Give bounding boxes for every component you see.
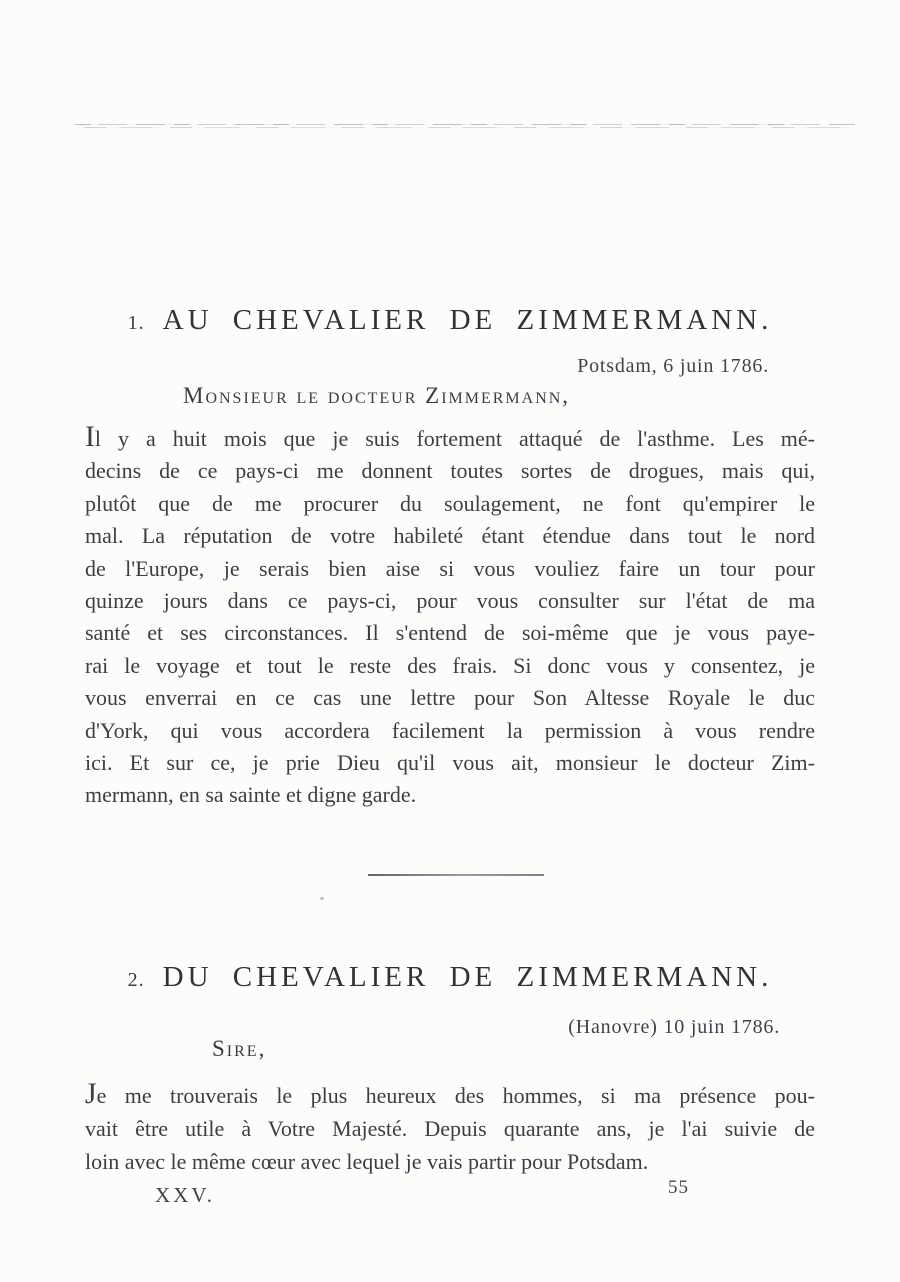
body-line: Il y a huit mois que je suis fortement attaqué de l'asthme. Les mé- (85, 421, 815, 453)
letter-2-salutation: Sire, (212, 1036, 267, 1061)
letter-2-dateline: (Hanovre) 10 juin 1786. (568, 1016, 780, 1038)
letter-2-body (85, 1079, 815, 1178)
body-line: mermann, en sa sainte et digne garde. (85, 782, 417, 808)
body-line: plutôt que de me procurer du soulagement, ne font qu'empirer le (85, 490, 815, 516)
body-line: decins de ce pays-ci me donnent toutes sortes de drogues, mais qui, (85, 458, 815, 484)
ink-speck (320, 897, 324, 900)
letter-2-number: 2. (127, 969, 145, 991)
body-line: loin avec le même cœur avec lequel je vais partir pour Potsdam. (85, 1149, 649, 1174)
signature-mark: XXV. (155, 1183, 216, 1207)
letter-2-heading (0, 960, 900, 997)
letter-1-salutation: Monsieur le docteur Zimmermann, (183, 383, 571, 408)
body-line: ici. Et sur ce, je prie Dieu qu'il vous ait, monsieur le docteur Zim- (85, 750, 815, 776)
letter-1-body (85, 423, 815, 812)
body-line: Je me trouverais le plus heureux des hommes, si ma présence pou- (85, 1078, 815, 1110)
letter-1-heading (0, 303, 900, 340)
page-number: 55 (668, 1177, 689, 1198)
letter-1-number: 1. (127, 312, 145, 334)
body-line: santé et ses circonstances. Il s'entend de soi-même que je vous paye- (85, 620, 815, 646)
letter-2-title: DU CHEVALIER DE ZIMMERMANN. (162, 961, 773, 993)
body-line: quinze jours dans ce pays-ci, pour vous consulter sur l'état de ma (85, 588, 815, 614)
body-line: mal. La réputation de votre habileté étant étendue dans tout le nord (85, 523, 815, 549)
body-line: rai le voyage et tout le reste des frais. Si donc vous y consentez, je (85, 652, 815, 678)
body-line: d'York, qui vous accordera facilement la permission à vous rendre (85, 717, 815, 743)
body-line: vait être utile à Votre Majesté. Depuis quarante ans, je l'ai suivie de (85, 1116, 815, 1141)
body-line: de l'Europe, je serais bien aise si vous vouliez faire un tour pour (85, 555, 815, 581)
body-line: vous enverrai en ce cas une lettre pour Son Altesse Royale le duc (85, 685, 815, 711)
section-divider (368, 874, 544, 876)
top-rule (75, 124, 855, 129)
letter-1-dateline: Potsdam, 6 juin 1786. (577, 355, 769, 377)
letter-1-title: AU CHEVALIER DE ZIMMERMANN. (162, 304, 773, 336)
